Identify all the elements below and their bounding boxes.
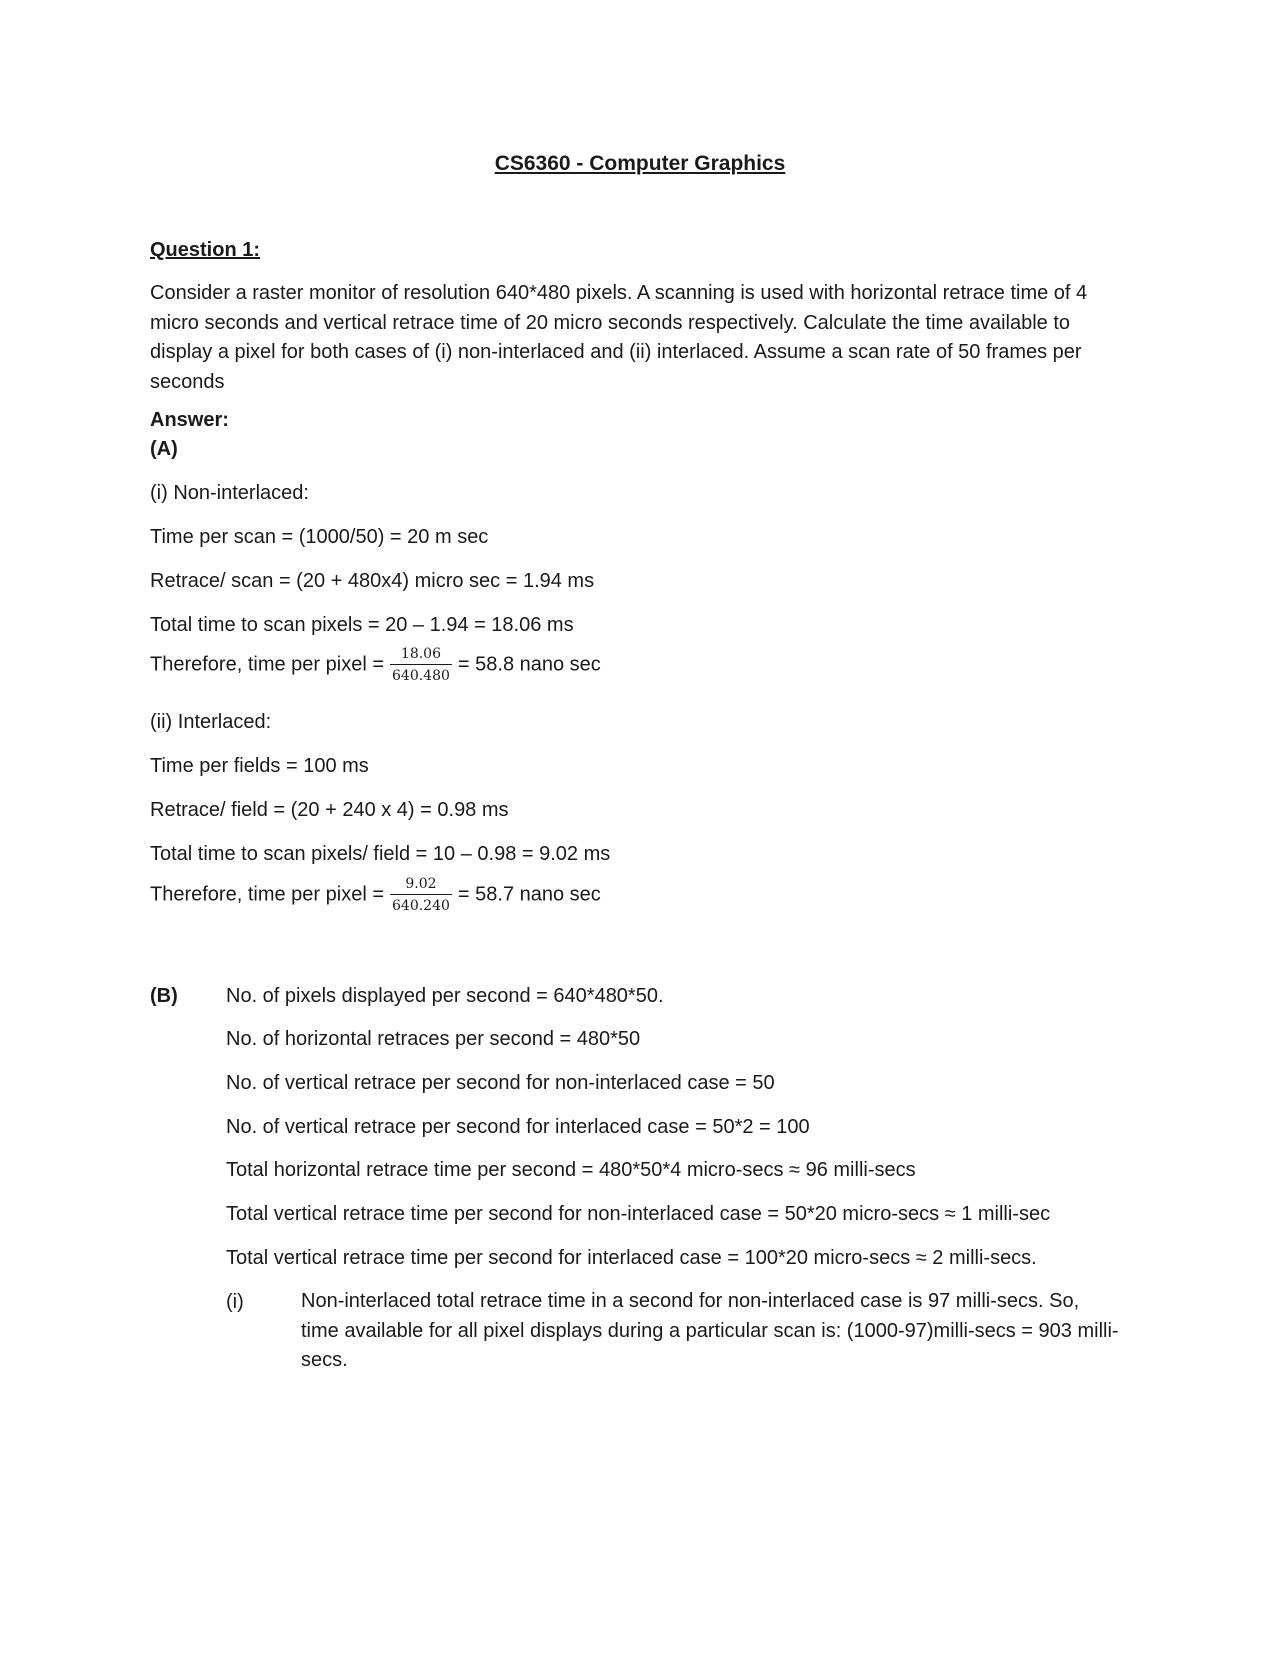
fraction-numerator: 9.02 xyxy=(390,876,452,895)
pixel-formula-prefix: Therefore, time per pixel = xyxy=(150,883,384,906)
interlaced-line-3: Total time to scan pixels/ field = 10 – 0.98 = 9.02 ms xyxy=(150,843,611,865)
part-b-line-4: No. of vertical retrace per second for interlaced case = 50*2 = 100 xyxy=(226,1116,810,1138)
question-text: Consider a raster monitor of resolution 640*480 pixels. A scanning is used with horizontal retrace time of 4 micro seconds and vertical retrace time of 20 micro seconds respectively. Calculate the time available to display a pixel for both cases of (i) non-interlaced and (ii) interlaced. Assume a scan rate of 50 frames per seconds xyxy=(150,282,1088,393)
part-b-line-7: Total vertical retrace time per second for interlaced case = 100*20 micro-secs ≈ 2 milli-secs. xyxy=(226,1247,1037,1269)
part-b-line-1: No. of pixels displayed per second = 640*480*50. xyxy=(226,985,664,1007)
part-b-line-5: Total horizontal retrace time per second = 480*50*4 micro-secs ≈ 96 milli-secs xyxy=(226,1159,916,1181)
pixel-fraction xyxy=(390,646,452,684)
part-b-sub-i-text: Non-interlaced total retrace time in a second for non-interlaced case is 97 milli-secs. So, time available for all pixel displays during a particular scan is: (1000-97)milli-secs = 903 milli-secs. xyxy=(301,1290,1119,1371)
part-b-line-6: Total vertical retrace time per second for non-interlaced case = 50*20 micro-secs ≈ 1 milli-sec xyxy=(226,1203,1051,1225)
answer-heading: Answer: xyxy=(150,409,229,431)
interlaced-pixel-formula xyxy=(150,876,601,914)
fraction-denominator: 640.240 xyxy=(392,898,450,914)
part-b-label: (B) xyxy=(150,985,178,1007)
non-interlaced-line-3: Total time to scan pixels = 20 – 1.94 = 18.06 ms xyxy=(150,614,574,636)
pixel-formula-result: = 58.7 nano sec xyxy=(457,883,601,906)
interlaced-line-2: Retrace/ field = (20 + 240 x 4) = 0.98 ms xyxy=(150,799,509,821)
part-b-sub-i-label: (i) xyxy=(226,1291,244,1313)
interlaced-line-1: Time per fields = 100 ms xyxy=(150,755,369,777)
interlaced-heading: (ii) Interlaced: xyxy=(150,711,272,733)
fraction-denominator: 640.480 xyxy=(392,668,450,684)
non-interlaced-line-2: Retrace/ scan = (20 + 480x4) micro sec = 1.94 ms xyxy=(150,570,595,592)
part-b-line-3: No. of vertical retrace per second for non-interlaced case = 50 xyxy=(226,1072,775,1094)
part-a-label: (A) xyxy=(150,438,178,460)
pixel-fraction xyxy=(390,876,452,914)
question-heading: Question 1: xyxy=(150,239,261,261)
pixel-formula-prefix: Therefore, time per pixel = xyxy=(150,653,384,676)
fraction-numerator: 18.06 xyxy=(390,646,452,665)
non-interlaced-line-1: Time per scan = (1000/50) = 20 m sec xyxy=(150,526,489,548)
non-interlaced-pixel-formula xyxy=(150,646,601,684)
page-title: CS6360 - Computer Graphics xyxy=(494,152,786,175)
non-interlaced-heading: (i) Non-interlaced: xyxy=(150,482,309,504)
part-b-line-2: No. of horizontal retraces per second = 480*50 xyxy=(226,1028,641,1050)
pixel-formula-result: = 58.8 nano sec xyxy=(457,653,601,676)
